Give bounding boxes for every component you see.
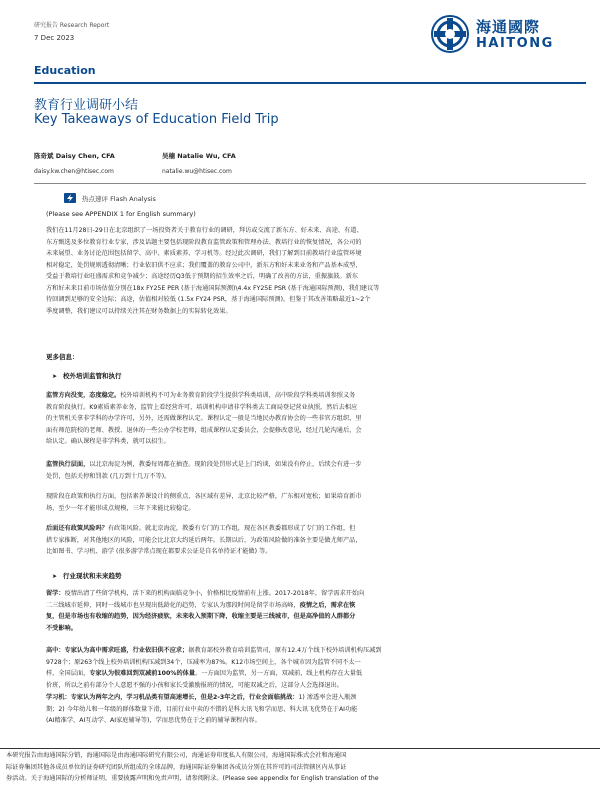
more-info-heading: 更多信息： [46,353,79,361]
text-line: 不受影响。 [46,624,77,632]
text-line: 券活动。关于海通国际的分析师证明，重要披露声明和免责声明，请参阅附录。(Please see appendix for English translation of the [6,775,379,782]
report-date: 7 Dec 2023 [34,34,75,42]
text: 校外培训机构不可为业务教育阶段学生提供学科类培训，高中阶段学科类培训参照义务 [120,392,356,399]
intro-paragraph [46,225,586,317]
logo-emblem-icon [430,14,470,54]
text-line: 场，至少一年才能形成点规模，三年下来能比较稳定。 [46,504,195,512]
text-line: 相对稳定，处罚规则透彻清晰；行业依旧供不应求；我们覆盖的教育公司中，新东方和好未来业务和产品基本成型， [46,261,362,269]
text-line: 面有师范院校的老师、教授、退休的一些公办学校老师，组成课程认定委员会，会提修改意见，经过几轮沟通后，会 [46,426,362,434]
text: 以北京海淀为例，教委每周都在抽查。现阶段处罚形式是上门约谈，如果没有停止，后续会有进一步 [89,461,362,468]
text-line: 的主管机关拿非学科的办学许可，另外，还需做课程认定。课程认定一般是当地民办教育协会的一些非官方组织，里 [46,415,362,422]
text-line: 本研究报告由海通国际分销，海通国际是由海通国际研究有限公司，海通证券印度私人有限公司，海通国际株式会社和海通国 [6,752,347,759]
arrow-right-icon: ➤ [52,573,58,580]
analyst-name: 吴楠 Natalie Wu, CFA [162,152,236,160]
text-line: 教育阶段执行。K9素质素养业务，监管上看经营许可，培训机构申请非学科类去工商局登记营业执照，然后去相应 [46,403,358,411]
bold-text: 疫情之后，需求在恢 [299,601,356,609]
section-heading [52,571,122,580]
flash-analysis-tag: 热点速评 Flash Analysis [82,195,156,203]
text-line: 东方甄选及多位教育行业专家，涉及话题主要包括现阶段教育监管政策和管理办法、教培行业的恢复情况，各公司的 [46,238,362,246]
text: 据教育部校外教育培训监管司，原有12.4万个线下校外培训机构压减到 [188,647,382,654]
text-line: 方和好未来目前市场估值分别在18x FY25E PER (基于海通国际预测)\4.4x FY25E PSR (基于海通国际预测)，我们建议等 [46,284,380,292]
logo-text-en: HAITONG [476,36,554,51]
lead-text: 学习机：专家认为两年之内，学习机品类有望高速增长，但是2-3年之后，行业会面临挑战： [46,694,299,701]
text-line: 措专家推断，对其他地区的风险，可能会比北京大约延后两年。长期以后，为政策风险做的准备主要是做尤师产品， [46,536,362,544]
text-line: 比如图书、学习机、游学 (很多游学常点现在都要求公证是自名单持证才能做) 等。 [46,548,272,555]
section1-paragraph-1 [46,390,586,448]
title-en: Key Takeaways of Education Field Trip [34,112,279,127]
text-line: 复，但是市场也有收缩的趋势，因为经济疲软，未来收入预期下降，收缩主要是三线城市，但是高净值的人群都分 [46,613,356,620]
section1-paragraph-2 [46,459,586,482]
title-cn: 教育行业调研小结 [34,98,139,113]
text-line: 受益于教培行业旺盛需求和竞争减少；高途经历Q3低于预期的招生效率之后，明确了改善的方法，重振旗鼓。新东 [46,273,358,280]
english-summary-note: (Please see APPENDIX 1 for English summary) [46,210,196,218]
lead-text: 监管方向没变，态度稳定。 [46,392,121,399]
text: 1) 渗透率会进入瓶颈 [298,694,357,701]
text: 。一方面因为监管，另一方面，双减前，线上机构存在大量低 [195,670,363,677]
section2-paragraph-1 [46,588,586,634]
text-line: 处罚，包括关停和罚款 (几万到十几万不等)。 [46,472,171,480]
section1-paragraph-3 [46,491,586,514]
text-line: 待回调到足够的安全边际；高途，估值相对较低 (1.5x FY24 PSR，基于海通国际预测)，但鉴于其改善策略最近1~2个 [46,296,371,303]
section-title: 校外培训监管和执行 [63,372,122,380]
analyst-name: 陈奇斌 Daisy Chen, CFA [34,152,115,160]
section2-paragraph-3 [46,692,586,727]
haitong-logo [430,14,580,54]
category-label: Education [34,64,96,77]
disclaimer-footer [6,750,594,785]
text-line: 现阶段在政策和执行方面，包括素养课设计的侧重点，各区域有差异，北京比较严格，广东相对宽松；如果培育新市 [46,493,362,500]
text-line: (AI精准学、AI互动学、AI家庭辅导等)，学而思优势在于之前的辅导课程内容。 [46,717,261,724]
section-heading [52,371,122,380]
lead-text: 监管执行层面， [46,461,90,468]
analyst-email[interactable]: natalie.wu@htisec.com [162,168,232,175]
header-divider [34,82,586,84]
text-line: 期；2) 今年幼儿和一年级的群体数量下滑，目前行业中卖的不错的是科大讯飞和学而思，科大讯飞优势在于AI功能 [46,705,358,713]
text-line: 季度调整，我们建议可以持续关注其在财务数据上的实际转化效果。 [46,307,232,315]
text-line: 价班，所以之前有部分个人意愿不强的小孩和家长受激励报班的情况，可能双减之后，这部分人会选择退出。 [46,681,343,689]
report-label: 研究报告 Research Report [34,22,110,29]
section-title: 行业现状和未来趋势 [63,572,122,580]
section2-paragraph-2 [46,645,586,691]
text-line: 际证券集团其他各成员单位的证券研究团队所组成的全球品牌，海通国际证券集团各成员分别在其许可的司法管辖区内从事证 [6,763,347,771]
arrow-right-icon: ➤ [52,373,58,380]
text-line: 给认定。确认课程是非学科类，就可以招生。 [46,438,170,445]
text-line: 未来展望、业务讨论范围包括留学、高中、素质素养、学习机等。经过此次调研，我们了解到目前教培行业监管环境 [46,250,362,257]
lead-text: 后面还有政策风险吗？ [46,525,108,532]
logo-text-cn: 海通國際 [476,18,541,36]
text: 疫情出清了些留学机构，活下来的机构面临竞争小，价格相比疫情前有上涨。2017-2018年，留学需求开始向 [64,590,365,597]
analyst-email[interactable]: daisy.kw.chen@htisec.com [34,168,114,175]
analyst-divider [34,183,586,184]
footer-divider [0,748,600,749]
text: 有政策风险。就北京海淀，教委有专门的工作组，现在各区教委都形成了专门的工作组，但 [107,525,356,532]
lead-text: 高中：专家认为高中需求旺盛，行业依旧供不应求； [46,647,189,654]
text-line: 我们在11月28日-29日在北京组织了一场投资者关于教育行业的调研，拜访或交流了新东方、好未来、高途、有道、 [46,227,363,234]
text: 样，全国层面， [46,670,90,677]
lead-text: 留学： [46,590,65,597]
text-line: 9728个；原263个线上校外培训机构压减到34个，压减率为87%。K12市场空间上，各个城市因为监管不同不太一 [46,658,361,666]
text: 二三线城市延伸，同时一线城市也呈现出低龄化的趋势，专家认为那段时间是留学市场高峰， [46,601,300,609]
flash-analysis-icon [64,193,76,203]
section1-paragraph-4 [46,523,586,558]
bold-text: 专家认为很难回到双减前100%的体量 [89,670,196,677]
